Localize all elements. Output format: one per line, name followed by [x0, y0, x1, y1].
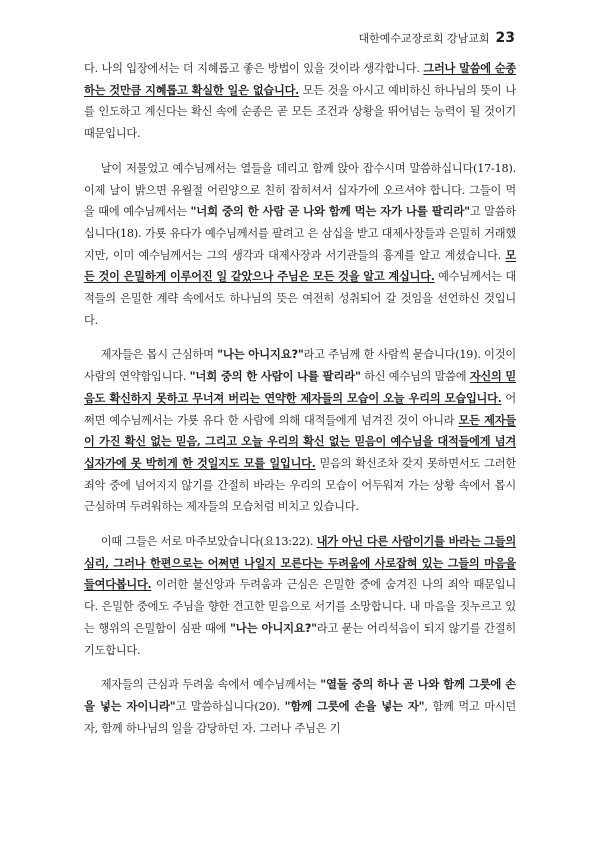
quoted-scripture: "열둘 중의 하나 곧 나와 함께 그릇에 손을 넣는 자이니라": [84, 677, 516, 713]
text-segment: 모든 것을 아시고 예비하신 하나님의 뜻이 나를 인도하고 계신다는 확신 속에 순종은 곧 모든 조건과 상황을 뛰어넘는 능력이 될 것이기 때문입니다.: [84, 83, 516, 141]
emphasized-text: 모든 제자들이 가진 확신 없는 믿음, 그리고 오늘 우리의 확신 없는 믿음이 예수님을 대적들에게 넘겨 십자가에 못 박히게 한 것일지도 모를 일입니다.: [84, 412, 516, 470]
quoted-scripture: "함께 그릇에 손을 넣는 자": [284, 698, 425, 713]
text-segment: 고 말씀하십니다(18). 가룟 유다가 예수님께서를 팔려고 은 삼십을 받고 대제사장들과 은밀히 거래했지만, 이미 예수님께서는 그의 생각과 대제사장과 서기관들의 흉계를 알고 계셨습니다.: [84, 205, 516, 262]
church-name: 대한예수교장로회 강남교회: [358, 32, 490, 45]
text-segment: 제자들은 몹시 근심하며: [100, 348, 218, 362]
text-segment: , 함께 먹고 마시던 자, 함께 하나님의 일을 감당하던 자. 그러나 주님은 기: [84, 699, 517, 735]
paragraph: [84, 344, 516, 518]
text-segment: 고 말씀하십니다(20).: [175, 699, 285, 713]
paragraph: [84, 58, 516, 145]
text-segment: 라고 주님께 한 사람씩 묻습니다(19). 이것이 사람의 연약함입니다.: [84, 348, 516, 384]
quoted-scripture: "나는 아니지요?": [217, 347, 304, 362]
text-segment: 이러한 불신앙과 두려움과 근심은 은밀한 중에 숨겨진 나의 죄악 때문입니다. 은밀한 중에도 주님을 향한 견고한 믿음으로 서기를 소망합니다. 내 마음을 짓누르고 있는 행위의 은밀함이 심판 때에: [84, 578, 516, 635]
emphasized-text: 자신의 믿음도 확신하지 못하고 무너져 버리는 연약한 제자들의 모습이 오늘 우리의 모습입니다.: [84, 369, 516, 405]
text-segment: 다. 나의 입장에서는 더 지혜롭고 좋은 방법이 있을 것이라 생각합니다.: [84, 62, 424, 75]
text-segment: 라고 묻는 어리석음이 되지 않기를 간절히 기도합니다.: [84, 621, 516, 657]
quoted-scripture: "너희 중의 한 사람이 나를 팔리라": [189, 369, 361, 384]
paragraph: [84, 531, 516, 661]
quoted-scripture: "나는 아니지요?": [230, 620, 317, 635]
page-header: [359, 30, 516, 46]
emphasized-text: 모든 것이 은밀하게 이루어진 일 같았으나 주님은 모든 것을 알고 계십니다.: [84, 247, 516, 284]
document-body: [84, 58, 516, 752]
text-segment: 이때 그들은 서로 마주보았습니다(요13:22).: [100, 535, 317, 549]
text-segment: 믿음의 확신조차 갖지 못하면서도 그러한 죄악 중에 넘어지지 않기를 간절히 바라는 우리의 모습이 어두워져 가는 상황 속에서 몹시 근심하며 두려워하는 제자들의 모습처럼 비치고 있습니다.: [84, 456, 516, 514]
text-segment: 제자들의 근심과 두려움 속에서 예수님께서는: [100, 678, 321, 692]
page-number: 23: [495, 30, 515, 46]
text-segment: 예수님께서는 대적들의 은밀한 계략 속에서도 하나님의 뜻은 여전히 성취되어 갈 것임을 선언하신 것입니다.: [84, 270, 516, 327]
paragraph: [84, 674, 516, 739]
text-segment: 날이 저물었고 예수님께서는 열들을 데리고 함께 앉아 잡수시며 말씀하십니다(17-18). 이제 날이 밝으면 유월절 어린양으로 친히 잡히셔서 십자가에 오르셔야 합니다. 그들이 먹을 때에 예수님께서는: [84, 161, 516, 219]
emphasized-text: 그러나 말씀에 순종하는 것만큼 지혜롭고 확실한 일은 없습니다.: [84, 61, 517, 97]
text-segment: 어쩌면 예수님께서는 가룟 유다 한 사람에 의해 대적들에게 넘겨진 것이 아니라: [84, 391, 516, 427]
text-segment: 하신 예수님의 말씀에: [360, 370, 470, 384]
paragraph: [84, 158, 516, 332]
emphasized-text: 내가 아닌 다른 사람이기를 바라는 그들의 심리, 그러나 한편으로는 어쩌면 나일지 모른다는 두려움에 사로잡혀 있는 그들의 마음을 들여다봅니다.: [84, 534, 517, 592]
quoted-scripture: "너희 중의 한 사람 곧 나와 함께 먹는 자가 나를 팔리라": [190, 204, 470, 219]
